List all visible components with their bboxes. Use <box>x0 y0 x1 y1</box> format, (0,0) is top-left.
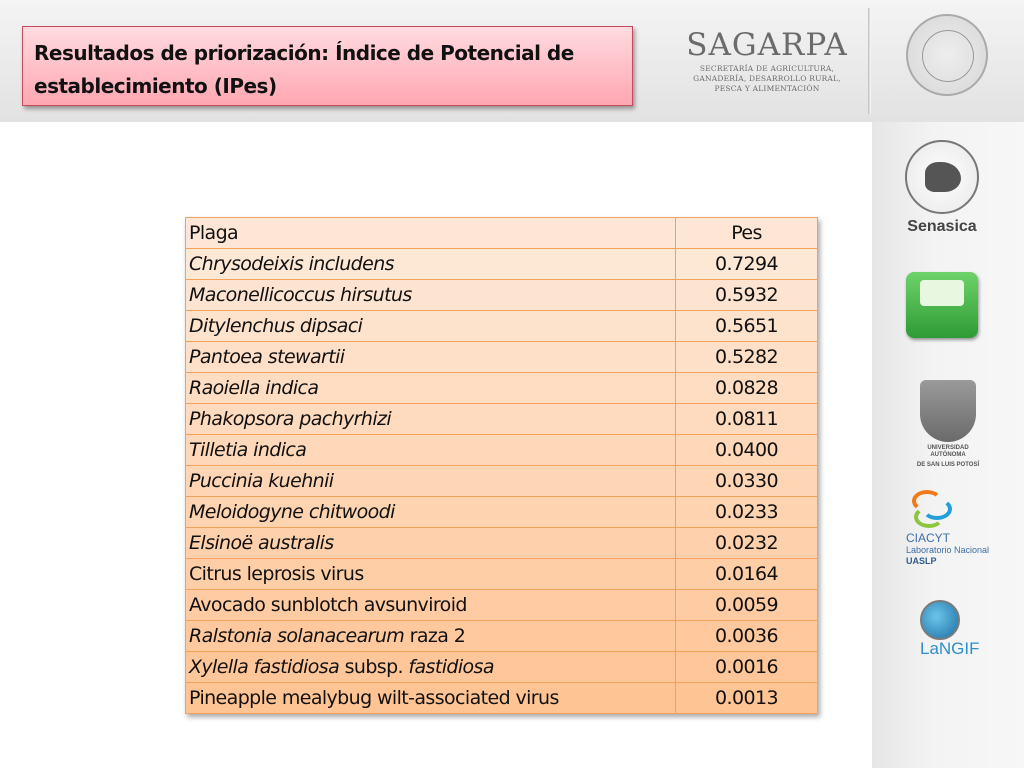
pest-name-part: Tilletia indica <box>189 439 307 461</box>
table-row <box>186 311 818 342</box>
pes-value: 0.0164 <box>676 559 818 590</box>
sagarpa-logo <box>672 26 862 94</box>
pes-value: 0.0233 <box>676 497 818 528</box>
pest-name <box>186 466 676 497</box>
pes-value: 0.0330 <box>676 466 818 497</box>
slide-title-line-1: Resultados de priorización: Índice de Potencial de <box>34 41 574 65</box>
table-row <box>186 435 818 466</box>
pes-value: 0.0400 <box>676 435 818 466</box>
uaslp-shield-icon <box>920 380 976 442</box>
pest-name <box>186 249 676 280</box>
senasica-emblem-icon <box>905 140 979 214</box>
table-row <box>186 280 818 311</box>
table-row <box>186 652 818 683</box>
sagarpa-subtitle-2: GANADERÍA, DESARROLLO RURAL, <box>693 74 841 83</box>
uaslp-label-2: DE SAN LUIS POTOSÍ <box>916 462 980 468</box>
globe-icon <box>920 600 960 640</box>
langif-label: LaNGIF <box>920 639 980 658</box>
pest-name-part: Meloidogyne chitwoodi <box>189 501 395 523</box>
table-row <box>186 342 818 373</box>
ciacyt-label: CIACYT <box>906 531 951 545</box>
pes-value: 0.7294 <box>676 249 818 280</box>
pes-value: 0.5651 <box>676 311 818 342</box>
pest-name-suffix: raza 2 <box>404 625 466 647</box>
pest-name-suffix: subsp. <box>339 656 409 678</box>
pest-name-part: Pineapple mealybug wilt-associated virus <box>189 687 559 709</box>
pest-name-part: Citrus leprosis virus <box>189 563 364 585</box>
table-row <box>186 466 818 497</box>
pest-name <box>186 342 676 373</box>
slide-title-box <box>22 26 633 106</box>
pest-name-part: fastidiosa <box>408 656 494 678</box>
pest-name-part: Elsinoë australis <box>189 532 334 554</box>
table-row <box>186 528 818 559</box>
pest-name <box>186 497 676 528</box>
table-row <box>186 497 818 528</box>
senasica-logo <box>902 140 982 240</box>
table-row <box>186 404 818 435</box>
pes-value: 0.0811 <box>676 404 818 435</box>
senasica-label: Senasica <box>907 218 977 235</box>
table-row <box>186 559 818 590</box>
pest-name-part: Maconellicoccus hirsutus <box>189 284 412 306</box>
pest-name-part: Raoiella indica <box>189 377 319 399</box>
mexico-seal-icon <box>906 14 988 96</box>
ciacyt-mark-icon <box>910 488 952 530</box>
pes-value: 0.5932 <box>676 280 818 311</box>
table-row <box>186 590 818 621</box>
pest-name <box>186 559 676 590</box>
pest-name <box>186 621 676 652</box>
sagarpa-name: SAGARPA <box>686 27 848 63</box>
table-row <box>186 621 818 652</box>
slide-title-line-2: establecimiento (IPes) <box>34 74 277 98</box>
pes-value: 0.0036 <box>676 621 818 652</box>
ciacyt-logo <box>906 488 1002 572</box>
pest-name <box>186 590 676 621</box>
pest-name <box>186 528 676 559</box>
header-plaga: Plaga <box>186 218 676 249</box>
pes-value: 0.0232 <box>676 528 818 559</box>
pest-name-part: Pantoea stewartii <box>189 346 345 368</box>
pes-value: 0.0059 <box>676 590 818 621</box>
pest-name-part: Ralstonia solanacearum <box>189 625 405 647</box>
ciacyt-lab-label: Laboratorio Nacional <box>906 545 990 555</box>
pest-name <box>186 683 676 714</box>
pes-value: 0.0016 <box>676 652 818 683</box>
pes-value: 0.0013 <box>676 683 818 714</box>
pest-name <box>186 435 676 466</box>
pest-name-part: Chrysodeixis includens <box>189 253 394 275</box>
pest-name <box>186 311 676 342</box>
langif-logo <box>904 600 990 670</box>
uaslp-label-1: UNIVERSIDAD AUTÓNOMA <box>927 445 969 458</box>
pest-name-part: Xylella fastidiosa <box>189 656 340 678</box>
table-row <box>186 683 818 714</box>
header-divider <box>868 8 871 114</box>
sagarpa-subtitle-1: SECRETARÍA DE AGRICULTURA, <box>699 64 835 73</box>
pest-name-part: Puccinia kuehnii <box>189 470 334 492</box>
pest-name-part: Ditylenchus dipsaci <box>189 315 363 337</box>
table-header-row <box>186 218 818 249</box>
uaslp-logo <box>910 380 986 470</box>
sagarpa-subtitle-3: PESCA Y ALIMENTACIÓN <box>714 84 820 93</box>
pest-name-part: Avocado sunblotch avsunviroid <box>189 594 467 616</box>
table-row <box>186 249 818 280</box>
sinavef-logo-icon <box>906 272 978 338</box>
ipes-table <box>185 217 818 714</box>
pes-value: 0.5282 <box>676 342 818 373</box>
header-pes: Pes <box>676 218 818 249</box>
pest-name <box>186 373 676 404</box>
pest-name-part: Phakopsora pachyrhizi <box>189 408 392 430</box>
pest-name <box>186 652 676 683</box>
pest-name <box>186 404 676 435</box>
table-row <box>186 373 818 404</box>
pes-value: 0.0828 <box>676 373 818 404</box>
ciacyt-uaslp-label: UASLP <box>906 556 937 566</box>
pest-name <box>186 280 676 311</box>
